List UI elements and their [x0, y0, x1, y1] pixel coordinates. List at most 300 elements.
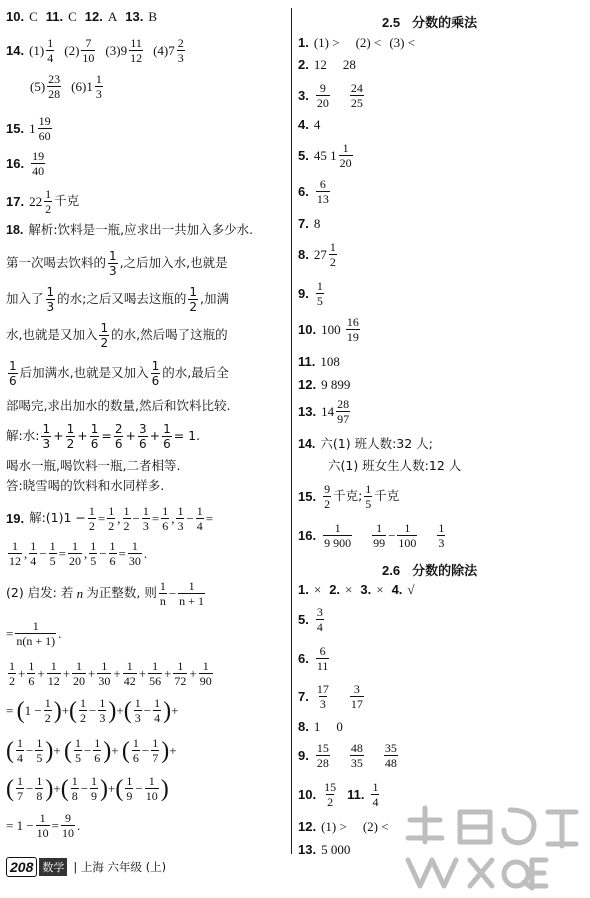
denominator: 3 [42, 437, 51, 451]
section-heading-2-6 [382, 560, 477, 579]
r-answer-5 [298, 142, 355, 169]
q12-number: 12. [84, 9, 103, 24]
denominator: 6 [162, 519, 169, 533]
numerator: 19 [38, 114, 51, 128]
s-answer-5 [298, 606, 326, 633]
denominator: 11 [316, 659, 329, 673]
answer-number: 11. [347, 787, 365, 802]
r-answer-14-line1 [298, 438, 433, 451]
denominator: 2 [88, 519, 95, 533]
numerator: 1 [50, 659, 57, 673]
fraction [199, 660, 213, 687]
answer-number: 8. [298, 247, 309, 262]
r-answer-7 [298, 217, 320, 230]
q19-line1: 19. 解:(1)1 − $\frac{1}{2}$ = $\frac{1}{2}$ , $\frac{1}{2}$ − $\frac{1}{3}$ = $\frac{1}{6}$ , $\frac{1}{3}$ − $\frac{1}{4}$ = [6, 504, 214, 533]
denominator: 2 [45, 202, 52, 216]
answer-text: 1 [313, 719, 321, 734]
denominator: 5 [365, 497, 372, 511]
r-answer-8 [298, 241, 339, 268]
denominator: 90 [199, 674, 212, 688]
denominator: 3 [99, 711, 106, 725]
fraction [49, 540, 57, 567]
fraction [36, 812, 50, 839]
fraction [88, 505, 96, 532]
numerator: 1 [177, 659, 184, 673]
answer-16 [6, 150, 47, 177]
fraction [350, 82, 364, 109]
numerator: 1 [101, 659, 108, 673]
fraction [109, 540, 117, 567]
fraction [16, 737, 24, 764]
fraction [161, 505, 169, 532]
answer-number: 13. [298, 842, 317, 857]
denominator: 42 [123, 674, 136, 688]
r-answer-3 [298, 82, 366, 109]
denominator: 3 [142, 519, 149, 533]
s-answer-13 [298, 843, 350, 856]
denominator: n(n + 1) [16, 634, 56, 648]
whole-number: 1 [86, 79, 93, 94]
fraction [153, 697, 161, 724]
fraction [15, 620, 56, 647]
fraction [397, 522, 417, 549]
answer-number: 1. [298, 582, 309, 597]
denominator: 2 [327, 795, 334, 809]
answer-text: 六(1) 班女生人数:12 人 [328, 458, 462, 473]
s-answer-6 [298, 645, 331, 672]
denominator: 10 [145, 789, 158, 803]
minus-sign: − [388, 528, 396, 543]
s-answer-9 [298, 742, 400, 769]
numerator: 1 [45, 187, 52, 201]
fraction [372, 522, 386, 549]
numerator: 1 [71, 774, 78, 788]
fraction [346, 316, 360, 343]
numerator: 1 [42, 422, 51, 436]
q18-text: 的水;之后又喝去这瓶的 [57, 291, 187, 307]
whole-number: 45 [313, 148, 327, 163]
r-answer-12 [298, 378, 350, 391]
numerator: 1 [376, 521, 383, 535]
fraction [27, 660, 35, 687]
denominator: 6 [163, 437, 171, 451]
denominator: 30 [128, 554, 141, 568]
numerator: 1 [49, 539, 56, 553]
numerator: 1 [46, 285, 55, 299]
denominator: 2 [324, 497, 331, 511]
denominator: 99 [373, 536, 386, 550]
numerator: 1 [108, 504, 115, 518]
denominator: 5 [36, 751, 43, 765]
denominator: 2 [80, 711, 87, 725]
q14-part2: (2) [64, 43, 80, 58]
answer-text: (1) > [321, 819, 347, 834]
q18-text: ,之后加入水,也就是 [119, 255, 228, 271]
denominator: 30 [98, 674, 111, 688]
fraction [316, 606, 324, 633]
denominator: 2 [108, 519, 115, 533]
fraction [316, 82, 330, 109]
fraction [316, 742, 330, 769]
fraction [41, 423, 51, 450]
numerator: 1 [100, 321, 109, 335]
whole-number: 1 [29, 121, 36, 136]
numerator: 9 [65, 811, 72, 825]
numerator: 1 [71, 539, 78, 553]
s-answer-10-11 [298, 781, 381, 808]
denominator: 10 [36, 826, 49, 840]
denominator: 2 [123, 519, 130, 533]
numerator: 1 [132, 736, 139, 750]
answer-number: 9. [298, 286, 309, 301]
q18-text: 水,也就是又加入 [6, 327, 98, 343]
denominator: 2 [9, 674, 15, 688]
fraction [138, 423, 148, 450]
fraction [132, 737, 140, 764]
denominator: 4 [30, 554, 37, 568]
denominator: 6 [90, 437, 99, 451]
numerator: 1 [126, 659, 133, 673]
numerator: 1 [189, 285, 198, 299]
numerator: 6 [319, 177, 326, 191]
fraction [177, 37, 185, 64]
fraction [316, 280, 324, 307]
denominator: 2 [189, 300, 198, 314]
answer-number: 4. [391, 582, 403, 597]
fraction [329, 241, 337, 268]
s-answer-1-4 [298, 583, 415, 596]
section-number: 2.6 [382, 563, 401, 578]
answer-10-13 [6, 10, 157, 23]
q18-text: 喝水一瓶,喝饮料一瓶,二者相等. [6, 458, 181, 473]
fraction [8, 660, 16, 687]
q18-line7: 解:水: $\frac{1}{3}$ + $\frac{1}{2}$ + $\frac{1}{6}$ = $\frac{2}{6}$ + $\frac{3}{6}$ + $\frac{1}{6}$ = 1. [6, 422, 201, 451]
q19-line4 [6, 620, 61, 647]
page-footer [6, 857, 166, 877]
q18-text: 第一次喝去饮料的 [6, 255, 107, 271]
denominator: 13 [316, 192, 329, 206]
q19-text: (2) 启发: 若 [6, 585, 74, 601]
answer-text: (1) > [313, 35, 340, 50]
fraction [71, 775, 79, 802]
q11-number: 11. [45, 9, 64, 24]
denominator: 6 [138, 437, 147, 451]
answer-text: 108 [320, 354, 340, 369]
q19-line2: $\frac{1}{12}$ , $\frac{1}{4}$ − $\frac{1}{5}$ = $\frac{1}{20}$ , $\frac{1}{5}$ − $\frac{1}{6}$ = $\frac{1}{30}$ . [9, 539, 148, 568]
fraction [68, 540, 82, 567]
denominator: 3 [177, 519, 184, 533]
fraction [350, 683, 364, 710]
denominator: 9 900 [324, 536, 352, 550]
numerator: 1 [28, 659, 35, 673]
denominator: 3 [134, 711, 141, 725]
numerator: 1 [99, 696, 106, 710]
r-answer-2 [298, 58, 356, 71]
denominator: 3 [438, 536, 445, 550]
numerator: 1 [131, 539, 138, 553]
fraction [81, 37, 95, 64]
numerator: 1 [95, 72, 102, 86]
denominator: 5 [49, 554, 56, 568]
numerator: 1 [12, 539, 18, 553]
numerator: 1 [90, 422, 99, 436]
denominator: 2 [44, 711, 51, 725]
numerator: 1 [17, 774, 23, 788]
whole-number: 14 [321, 404, 335, 419]
q18-line2 [6, 250, 228, 277]
fraction [128, 540, 142, 567]
denominator: 9 [126, 789, 133, 803]
q10-number: 10. [6, 9, 25, 24]
numerator: 1 [9, 359, 17, 373]
denominator: 40 [32, 164, 45, 178]
numerator: 9 [319, 81, 326, 95]
r-answer-9 [298, 280, 326, 307]
fraction [364, 483, 372, 510]
fraction [74, 737, 82, 764]
answer-number: 16. [298, 528, 317, 543]
q19-number: 19. [6, 511, 25, 526]
denominator: 48 [384, 756, 397, 770]
answer-number: 9. [298, 748, 309, 763]
numerator: 1 [151, 359, 160, 373]
answer-number: 7. [298, 689, 309, 704]
column-divider [291, 8, 292, 854]
denominator: 100 [398, 536, 417, 550]
denominator: 20 [68, 554, 81, 568]
q19-text: = [6, 626, 14, 641]
numerator: 6 [319, 644, 326, 658]
answer-text: (2) < [355, 35, 382, 50]
fraction [97, 660, 111, 687]
denominator: 10 [62, 826, 75, 840]
fraction [89, 540, 97, 567]
numerator: 15 [324, 780, 337, 794]
q19-line6: = ( 1 − $\frac{1}{2}$ ) + ( $\frac{1}{2}$ − $\frac{1}{3}$ ) + ( $\frac{1}{3}$ − $\frac{1}{4}$ ) + [6, 696, 179, 725]
numerator: 1 [163, 422, 171, 436]
fraction [371, 781, 379, 808]
numerator: 1 [17, 736, 23, 750]
numerator: 1 [329, 240, 336, 254]
whole-number: 27 [313, 247, 327, 262]
answer-number: 3. [298, 88, 309, 103]
answer-number: 6. [298, 651, 309, 666]
fraction [323, 781, 337, 808]
fraction [159, 580, 167, 607]
subject-tag: 数学 [39, 858, 67, 876]
numerator: 1 [438, 521, 445, 535]
answer-text: 4 [313, 117, 321, 132]
q18-number: 18. [6, 223, 24, 237]
fraction [129, 37, 143, 64]
numerator: 1 [342, 141, 349, 155]
q15-number: 15. [6, 121, 25, 136]
q13-answer: B [148, 9, 157, 24]
numerator: 1 [109, 539, 116, 553]
answer-text: × [313, 582, 322, 597]
r-answer-13 [298, 398, 352, 425]
answer-number: 5. [298, 148, 309, 163]
answer-number: 1. [298, 35, 309, 50]
q19-variable: n [76, 586, 84, 601]
fraction [44, 188, 52, 215]
r-answer-10 [298, 316, 362, 343]
q18-line9 [6, 480, 164, 493]
q18-text: 后加满水,也就是又加入 [19, 365, 149, 381]
answer-text: √ [407, 582, 415, 597]
numerator: 11 [130, 36, 142, 50]
denominator: 4 [47, 51, 54, 65]
answer-14-line2 [6, 73, 105, 100]
numerator: 3 [138, 422, 147, 436]
fraction [35, 775, 43, 802]
answer-text: × [345, 582, 353, 597]
fraction [151, 737, 159, 764]
denominator: 8 [71, 789, 78, 803]
denominator: 20 [316, 96, 329, 110]
fraction [90, 775, 98, 802]
fraction [8, 540, 22, 567]
numerator: 1 [372, 780, 379, 794]
numerator: 1 [66, 422, 75, 436]
answer-number: 15. [298, 489, 317, 504]
denominator: 5 [316, 294, 323, 308]
fraction [47, 73, 61, 100]
fraction [90, 423, 100, 450]
fraction [95, 73, 103, 100]
numerator: 35 [384, 741, 397, 755]
fraction [108, 250, 118, 277]
fraction [173, 660, 187, 687]
r-answer-4 [298, 118, 320, 131]
denominator: 3 [109, 264, 117, 278]
denominator: 2 [66, 437, 75, 451]
denominator: 20 [73, 674, 86, 688]
q18-line8 [6, 460, 180, 473]
answer-number: 3. [360, 582, 372, 597]
unit-text: 千克; [333, 488, 363, 504]
fraction [323, 522, 352, 549]
numerator: 23 [48, 72, 61, 86]
fraction [93, 737, 101, 764]
fraction [44, 697, 52, 724]
denominator: 6 [9, 374, 17, 388]
fraction [123, 505, 131, 532]
denominator: 4 [196, 519, 203, 533]
numerator: 2 [177, 36, 184, 50]
denominator: 6 [151, 374, 160, 388]
fraction [114, 423, 124, 450]
unit-text: 千克 [54, 193, 80, 209]
numerator: 1 [126, 774, 133, 788]
answer-15 [6, 115, 54, 142]
fraction [79, 697, 87, 724]
numerator: 1 [334, 521, 341, 535]
numerator: 1 [109, 249, 117, 263]
q16-number: 16. [6, 156, 25, 171]
numerator: 1 [154, 696, 161, 710]
fraction [35, 737, 43, 764]
r-answer-16 [298, 522, 447, 549]
numerator: 1 [316, 279, 323, 293]
q11-answer: C [68, 9, 77, 24]
denominator: 7 [152, 751, 159, 765]
answer-text: 28 [342, 57, 356, 72]
q18-line1 [6, 224, 253, 237]
fraction [188, 286, 198, 313]
answer-text: (3) < [389, 35, 416, 50]
q18-text: 的水,然后喝了这瓶的 [111, 327, 228, 343]
whole-number: 9 [120, 43, 128, 58]
numerator: 1 [134, 696, 141, 710]
denominator: 56 [149, 674, 162, 688]
fraction [323, 483, 331, 510]
numerator: 1 [39, 811, 46, 825]
fraction [148, 660, 162, 687]
fraction [134, 697, 142, 724]
q18-line5 [6, 360, 229, 387]
q18-text: 加入了 [6, 291, 44, 307]
answer-text: 0 [336, 719, 343, 734]
denominator: 5 [74, 751, 81, 765]
denominator: 3 [319, 697, 326, 711]
numerator: 7 [85, 36, 92, 50]
q13-number: 13. [125, 9, 144, 24]
numerator: 1 [94, 736, 101, 750]
fraction [61, 812, 75, 839]
s-answer-7 [298, 683, 366, 710]
numerator: 1 [159, 579, 166, 593]
fraction [107, 505, 115, 532]
answer-text: × [376, 582, 384, 597]
numerator: 1 [142, 504, 149, 518]
answer-text: 六(1) 班人数:32 人; [320, 436, 433, 451]
section-title: 分数的除法 [412, 564, 478, 579]
denominator: 6 [109, 554, 116, 568]
numerator: 1 [123, 504, 130, 518]
denominator: 6 [94, 751, 101, 765]
denominator: 4 [316, 620, 323, 634]
denominator: 7 [17, 789, 23, 803]
fraction [336, 398, 350, 425]
numerator: 19 [32, 149, 45, 163]
answer-text: 12 [313, 57, 327, 72]
denominator: 4 [154, 711, 161, 725]
q19-text: = [51, 818, 60, 833]
q14-part4: (4) [153, 43, 169, 58]
answer-14-line1 [6, 37, 187, 64]
denominator: 4 [17, 751, 23, 765]
numerator: 1 [74, 736, 81, 750]
r-answer-6 [298, 178, 332, 205]
numerator: 1 [47, 36, 54, 50]
q14-part3: (3) [105, 43, 121, 58]
q19-text: 为正整数, 则 [86, 585, 157, 601]
section-title: 分数的乘法 [412, 16, 478, 31]
q19-line9: = 1 − $\frac{1}{10}$ = $\frac{9}{10}$ . [6, 811, 81, 840]
numerator: 1 [90, 539, 97, 553]
page-number: 208 [6, 857, 37, 877]
numerator: 1 [152, 659, 159, 673]
q18-text: 的水,最后全 [162, 365, 229, 381]
answer-number: 14. [298, 437, 316, 451]
fraction [123, 660, 137, 687]
numerator: 1 [162, 504, 169, 518]
denominator: n + 1 [179, 594, 204, 608]
answer-17 [6, 188, 79, 215]
q10-answer: C [29, 9, 38, 24]
answer-text: 8 [313, 216, 321, 231]
